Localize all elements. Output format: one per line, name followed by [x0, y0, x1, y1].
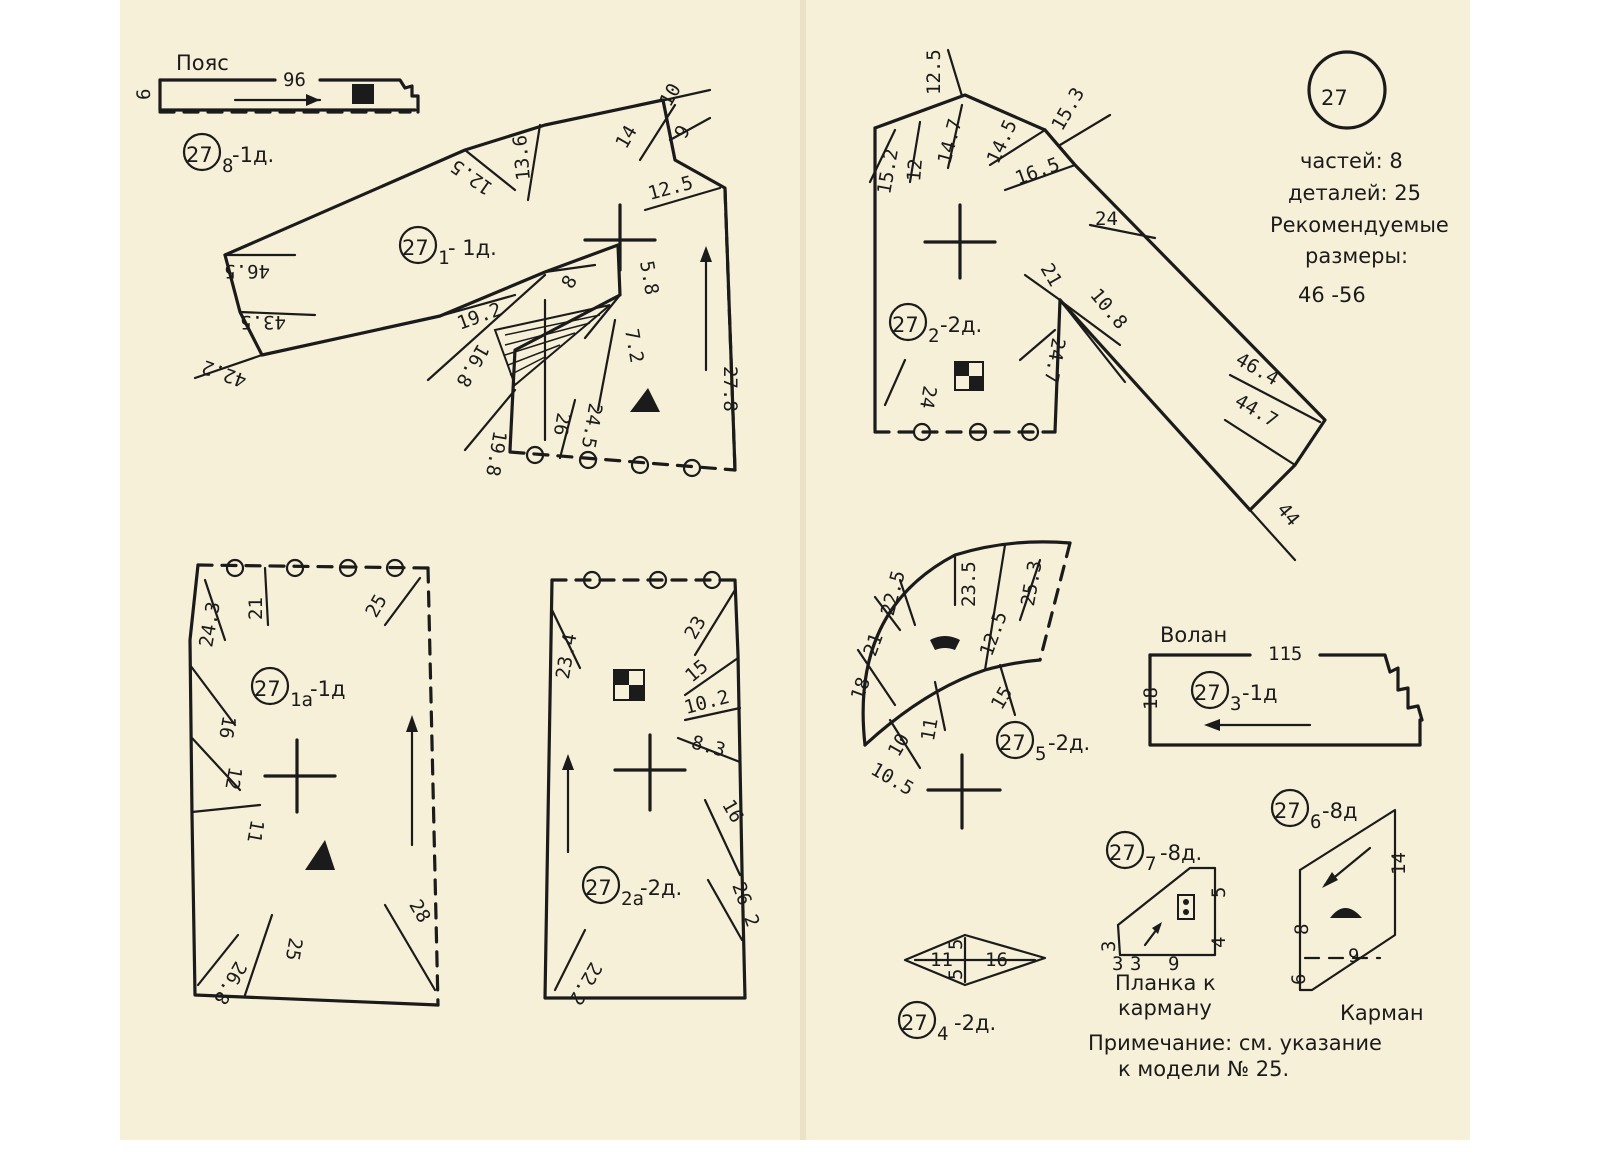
p2-m9: 10.8 [1085, 284, 1132, 334]
p7-m5: 3 [1112, 953, 1124, 975]
p1a-number: 27 [254, 677, 281, 701]
grain-symbol-icon [352, 84, 374, 104]
p1-sub: 1 [438, 247, 450, 269]
model-info [1270, 52, 1449, 307]
p3-count: -1д [1242, 681, 1278, 705]
p2a-m2: 15 [680, 655, 713, 687]
info-sizes: 46 -56 [1298, 283, 1366, 307]
p1a-count: -1д [310, 677, 346, 701]
p2a-m1: 23 [680, 612, 711, 644]
p3-m0: 115 [1268, 643, 1303, 665]
p1a-m8: 28 [404, 895, 435, 927]
p2-m7: 24 [1095, 208, 1118, 230]
p7-title-2: карману [1118, 996, 1212, 1020]
p7-m0: 3 [1098, 940, 1120, 952]
p1-m5: 12.5 [645, 171, 696, 205]
info-recommended-2: размеры: [1305, 244, 1409, 268]
p2-m2: 12 [903, 157, 927, 183]
note-line-2: к модели № 25. [1118, 1057, 1290, 1081]
p1-m1: 9 [670, 121, 696, 143]
p5-m6: 15 [986, 682, 1018, 714]
p5-m5: 18 [846, 674, 876, 704]
belt-title: Пояс [176, 51, 229, 75]
model-badge: 27 [1321, 86, 1348, 110]
p1-m9: 19.2 [454, 298, 505, 335]
p6-number: 27 [1274, 799, 1301, 823]
p6-count: -8д [1322, 799, 1358, 823]
p4-sub: 4 [937, 1023, 949, 1045]
p1-m3: 13.6 [509, 133, 535, 182]
p2a-number: 27 [585, 876, 612, 900]
p1-m0: 10 [655, 79, 686, 111]
p6-m1: 8 [1291, 923, 1313, 935]
p5-m8: 10 [883, 729, 915, 761]
piece-27-1a [190, 560, 438, 1008]
p2a-m6: 26.2 [727, 879, 764, 930]
p2-m14: 44 [1272, 498, 1304, 531]
p5-m0: 22.5 [876, 568, 910, 619]
p6-m2: 9 [1348, 945, 1360, 967]
p1-m16: 24.5 [576, 401, 607, 451]
p2-m5: 16.5 [1012, 153, 1063, 190]
p6-m3: 6 [1288, 973, 1310, 985]
note-line-1: Примечание: см. указание [1088, 1031, 1382, 1055]
p6-m0: 14 [1388, 852, 1410, 875]
p1-count: - 1д. [448, 236, 497, 260]
p1a-m0: 24.3 [195, 599, 225, 649]
belt-piece [133, 51, 418, 177]
p2-m12: 46.4 [1231, 348, 1283, 391]
p1a-m7: 25 [280, 936, 307, 963]
p1-m2: 14 [611, 121, 642, 153]
p2-m1: 15.2 [873, 146, 903, 196]
p1-m17: 27.8 [719, 366, 741, 412]
p2-m8: 21 [1035, 259, 1067, 291]
p1a-sub: 1a [290, 689, 313, 711]
piece-27-2 [870, 49, 1325, 560]
piece-27-4 [899, 935, 1045, 1045]
p7-m3: 5 [1208, 886, 1230, 898]
piece-27-1 [195, 80, 741, 478]
p7-m1: 3 [1130, 953, 1142, 975]
p6-sub: 6 [1310, 811, 1322, 833]
p4-m0: 11 [930, 949, 953, 971]
p7-title-1: Планка к [1115, 971, 1216, 995]
p1-m6: 46.5 [224, 260, 270, 282]
p4-m2: 5 [945, 968, 967, 980]
p5-m3: 21 [859, 630, 888, 660]
belt-measure-width: 6 [133, 88, 155, 100]
p1a-m5: 11 [242, 817, 268, 845]
p2-m13: 44.7 [1230, 389, 1282, 432]
p1-m11: 5.8 [635, 259, 663, 297]
belt-measure-length: 96 [283, 69, 306, 91]
piece-27-7 [1098, 832, 1230, 1020]
p4-count: -2д. [954, 1011, 997, 1035]
hatched-dart [495, 305, 610, 385]
info-parts: частей: 8 [1300, 149, 1403, 173]
p5-m1: 23.5 [958, 561, 980, 607]
p2-number: 27 [892, 313, 919, 337]
piece-27-6 [1272, 790, 1424, 1025]
belt-sub: 8 [222, 155, 234, 177]
p7-m4: 4 [1208, 936, 1230, 948]
p1-m12: 7.2 [620, 327, 648, 365]
p2a-m3: 10.2 [681, 685, 732, 719]
p2a-m4: 8.3 [688, 731, 728, 762]
p5-number: 27 [999, 731, 1026, 755]
p2a-m0: 23.4 [551, 631, 582, 681]
p7-count: -8д. [1160, 841, 1203, 865]
p2a-count: -2д. [640, 876, 683, 900]
belt-count: -1д. [232, 143, 275, 167]
piece-27-3 [1140, 623, 1422, 745]
p1-m13: 16.8 [451, 340, 494, 391]
p2-m3: 14.7 [933, 116, 967, 167]
p2a-sub: 2a [621, 888, 644, 910]
p3-title: Волан [1160, 623, 1228, 647]
p2a-m5: 16 [717, 795, 748, 827]
p1a-m3: 16 [214, 713, 240, 741]
p3-sub: 3 [1230, 693, 1242, 715]
p2-m11: 24 [915, 384, 941, 411]
p6-title: Карман [1340, 1001, 1424, 1025]
p3-number: 27 [1194, 681, 1221, 705]
p2-sub: 2 [928, 325, 940, 347]
p3-m1: 18 [1140, 687, 1162, 710]
p4-m1: 5 [945, 938, 967, 950]
p2-count: -2д. [940, 313, 983, 337]
p2-m6: 15.3 [1047, 83, 1090, 135]
p5-m4: 12.5 [975, 608, 1012, 660]
piece-27-5 [847, 542, 1091, 828]
p1-m10: 8 [557, 271, 583, 293]
p2-m4: 14.5 [982, 116, 1022, 168]
p4-m3: 16 [985, 949, 1008, 971]
p7-number: 27 [1109, 841, 1136, 865]
p1-m7: 43.5 [240, 311, 286, 333]
p1a-m2: 25 [361, 590, 392, 622]
p1-number: 27 [402, 236, 429, 260]
belt-number: 27 [186, 143, 213, 167]
triangle-mark-icon [630, 388, 660, 412]
p5-m9: 10.5 [866, 758, 918, 801]
p1-m14: 19.8 [481, 429, 511, 478]
info-details: деталей: 25 [1288, 181, 1422, 205]
p5-sub: 5 [1035, 743, 1047, 765]
p5-count: -2д. [1048, 731, 1091, 755]
triangle-mark-icon [305, 840, 335, 870]
p2-m0: 12.5 [923, 49, 945, 95]
p1-m4: 12.5 [446, 154, 497, 200]
p1a-m6: 26.8 [208, 957, 251, 1009]
p1a-m1: 21 [245, 597, 267, 620]
p5-m2: 25.3 [1017, 558, 1047, 608]
p1-m15: 26 [548, 411, 575, 438]
piece-27-2a [545, 572, 764, 1009]
p1a-m4: 12 [220, 764, 246, 792]
info-recommended-1: Рекомендуемые [1270, 213, 1449, 237]
p7-sub: 7 [1145, 853, 1157, 875]
p2-m10: 24.7 [1039, 336, 1070, 385]
p1-m8: 42.2 [199, 355, 250, 392]
p2a-m7: 22.2 [564, 958, 607, 1009]
p5-m7: 11 [917, 716, 943, 743]
p7-m2: 9 [1168, 953, 1180, 975]
p4-number: 27 [901, 1011, 928, 1035]
